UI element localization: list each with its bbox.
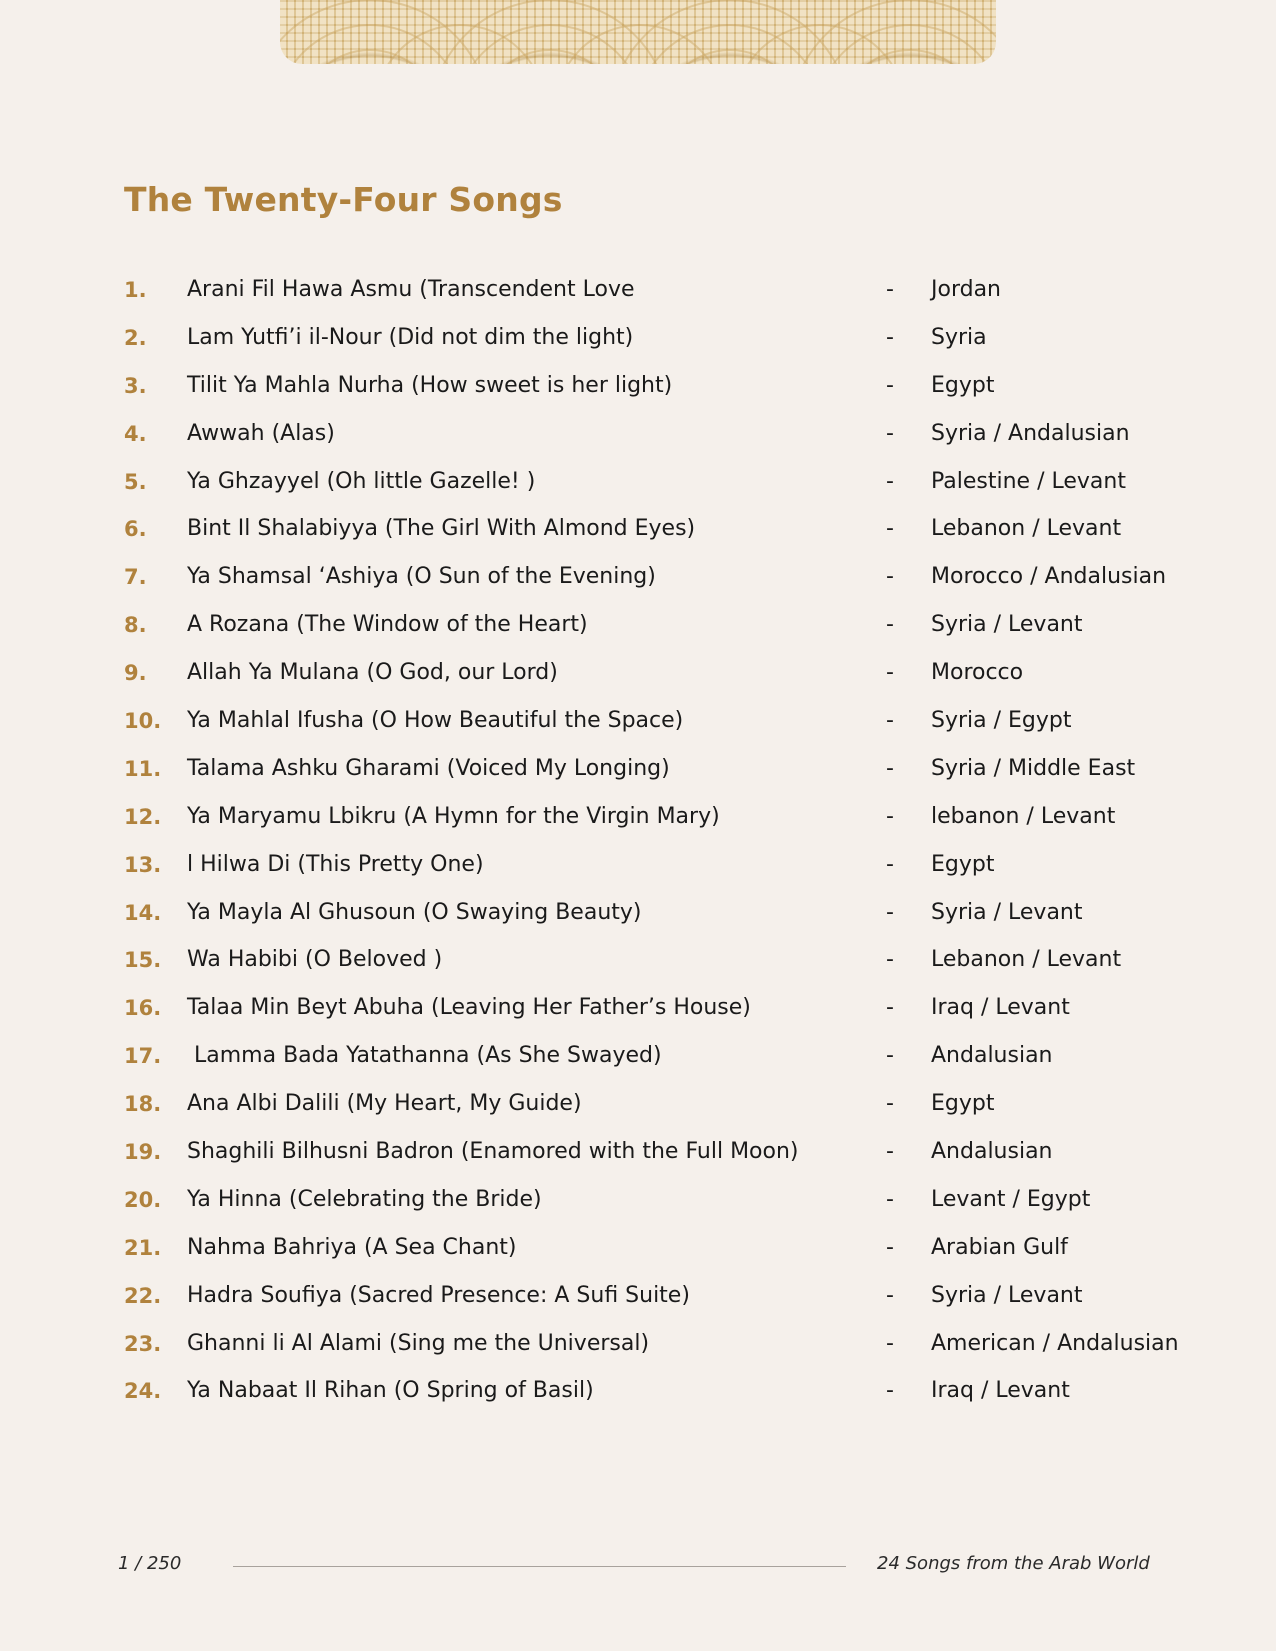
song-number: 16. (124, 996, 162, 1021)
song-separator: - (886, 947, 894, 973)
song-row (124, 701, 1184, 749)
song-row (124, 1036, 1184, 1084)
song-number: 9. (124, 661, 147, 686)
song-number: 2. (124, 325, 147, 350)
song-number: 22. (124, 1283, 162, 1308)
song-list (124, 270, 1184, 1419)
page-title: The Twenty-Four Songs (124, 180, 563, 219)
song-origin: lebanon / Levant (931, 803, 1116, 829)
song-row (124, 605, 1184, 653)
song-title: Ana Albi Dalili (My Heart, My Guide) (187, 1091, 582, 1117)
song-row (124, 1180, 1184, 1228)
song-separator: - (886, 324, 894, 350)
song-row (124, 1324, 1184, 1372)
song-origin: Egypt (931, 1091, 995, 1117)
song-number: 3. (124, 373, 147, 398)
song-separator: - (886, 1234, 894, 1260)
song-title: Lamma Bada Yatathanna (As She Swayed) (187, 1043, 662, 1069)
song-separator: - (886, 516, 894, 542)
song-origin: Iraq / Levant (931, 1378, 1070, 1404)
song-title: Nahma Bahriya (A Sea Chant) (187, 1234, 517, 1260)
mosaic-pattern (280, 0, 996, 64)
song-separator: - (886, 708, 894, 734)
song-number: 12. (124, 804, 162, 829)
song-row (124, 1276, 1184, 1324)
song-row (124, 797, 1184, 845)
song-number: 5. (124, 469, 147, 494)
footer-book-title: 24 Songs from the Arab World (877, 1553, 1150, 1574)
song-separator: - (886, 851, 894, 877)
song-origin: Andalusian (931, 1139, 1053, 1165)
song-row (124, 845, 1184, 893)
song-row (124, 988, 1184, 1036)
song-origin: Morocco (931, 660, 1024, 686)
song-number: 20. (124, 1187, 162, 1212)
song-separator: - (886, 995, 894, 1021)
song-separator: - (886, 1091, 894, 1117)
song-number: 15. (124, 948, 162, 973)
song-separator: - (886, 1139, 894, 1165)
song-number: 4. (124, 421, 147, 446)
song-number: 8. (124, 613, 147, 638)
song-separator: - (886, 564, 894, 590)
song-separator: - (886, 1186, 894, 1212)
page-number: 1 / 250 (118, 1553, 182, 1574)
song-number: 24. (124, 1379, 162, 1404)
song-origin: Syria / Andalusian (931, 420, 1130, 446)
song-title: Awwah (Alas) (187, 420, 335, 446)
song-separator: - (886, 660, 894, 686)
mosaic-header-banner (280, 0, 996, 64)
song-number: 19. (124, 1140, 162, 1165)
song-origin: Iraq / Levant (931, 995, 1070, 1021)
song-number: 11. (124, 756, 162, 781)
song-title: Ya Mayla Al Ghusoun (O Swaying Beauty) (187, 899, 642, 925)
song-row (124, 1084, 1184, 1132)
song-title: l Hilwa Di (This Pretty One) (187, 851, 484, 877)
song-title: Lam Yutfi’i il-Nour (Did not dim the light) (187, 324, 634, 350)
song-number: 18. (124, 1092, 162, 1117)
song-row (124, 414, 1184, 462)
song-title: Talama Ashku Gharami (Voiced My Longing) (187, 755, 670, 781)
song-origin: Levant / Egypt (931, 1186, 1091, 1212)
song-origin: Andalusian (931, 1043, 1053, 1069)
song-row (124, 1371, 1184, 1419)
song-number: 7. (124, 565, 147, 590)
song-separator: - (886, 755, 894, 781)
song-origin: Syria / Middle East (931, 755, 1136, 781)
song-title: Ya Shamsal ‘Ashiya (O Sun of the Evening) (187, 564, 656, 590)
song-row (124, 893, 1184, 941)
song-number: 10. (124, 709, 162, 734)
song-origin: Lebanon / Levant (931, 516, 1122, 542)
song-title: Bint Il Shalabiyya (The Girl With Almond Eyes) (187, 516, 696, 542)
song-title: Ya Nabaat Il Rihan (O Spring of Basil) (187, 1378, 594, 1404)
song-title: Ya Ghzayyel (Oh little Gazelle! ) (187, 468, 536, 494)
song-row (124, 462, 1184, 510)
song-row (124, 509, 1184, 557)
song-row (124, 366, 1184, 414)
song-origin: Egypt (931, 372, 995, 398)
song-row (124, 1228, 1184, 1276)
song-origin: American / Andalusian (931, 1330, 1179, 1356)
song-separator: - (886, 277, 894, 302)
footer-divider (233, 1566, 846, 1567)
song-title: A Rozana (The Window of the Heart) (187, 612, 588, 638)
song-number: 6. (124, 517, 147, 542)
song-row (124, 1132, 1184, 1180)
song-origin: Lebanon / Levant (931, 947, 1122, 973)
song-separator: - (886, 1378, 894, 1404)
song-title: Hadra Soufiya (Sacred Presence: A Sufi Suite) (187, 1282, 690, 1308)
song-number: 21. (124, 1235, 162, 1260)
song-row (124, 557, 1184, 605)
song-separator: - (886, 1330, 894, 1356)
song-separator: - (886, 803, 894, 829)
song-title: Ghanni li Al Alami (Sing me the Universal) (187, 1330, 650, 1356)
song-row (124, 653, 1184, 701)
song-separator: - (886, 468, 894, 494)
song-origin: Egypt (931, 851, 995, 877)
song-separator: - (886, 372, 894, 398)
song-row (124, 749, 1184, 797)
song-title: Wa Habibi (O Beloved ) (187, 947, 443, 973)
song-title: Shaghili Bilhusni Badron (Enamored with the Full Moon) (187, 1139, 799, 1165)
song-origin: Syria / Egypt (931, 708, 1072, 734)
song-origin: Palestine / Levant (931, 468, 1126, 494)
song-separator: - (886, 1043, 894, 1069)
song-number: 13. (124, 852, 162, 877)
song-origin: Arabian Gulf (931, 1234, 1068, 1260)
song-origin: Syria (931, 324, 987, 350)
song-title: Tilit Ya Mahla Nurha (How sweet is her light) (187, 372, 673, 398)
song-separator: - (886, 612, 894, 638)
song-title: Talaa Min Beyt Abuha (Leaving Her Father’s House) (187, 995, 751, 1021)
song-number: 14. (124, 900, 162, 925)
song-number: 17. (124, 1044, 162, 1069)
song-title: Arani Fil Hawa Asmu (Transcendent Love (187, 277, 635, 302)
song-row (124, 940, 1184, 988)
song-row (124, 318, 1184, 366)
song-number: 23. (124, 1331, 162, 1356)
song-separator: - (886, 899, 894, 925)
song-title: Ya Maryamu Lbikru (A Hymn for the Virgin Mary) (187, 803, 720, 829)
song-origin: Morocco / Andalusian (931, 564, 1167, 590)
song-title: Allah Ya Mulana (O God, our Lord) (187, 660, 558, 686)
song-title: Ya Mahlal Ifusha (O How Beautiful the Space) (187, 708, 684, 734)
song-origin: Syria / Levant (931, 899, 1083, 925)
song-origin: Syria / Levant (931, 1282, 1083, 1308)
song-origin: Syria / Levant (931, 612, 1083, 638)
song-separator: - (886, 1282, 894, 1308)
song-number: 1. (124, 278, 147, 302)
song-title: Ya Hinna (Celebrating the Bride) (187, 1186, 542, 1212)
song-origin: Jordan (931, 277, 1001, 302)
song-row (124, 270, 1184, 318)
song-separator: - (886, 420, 894, 446)
